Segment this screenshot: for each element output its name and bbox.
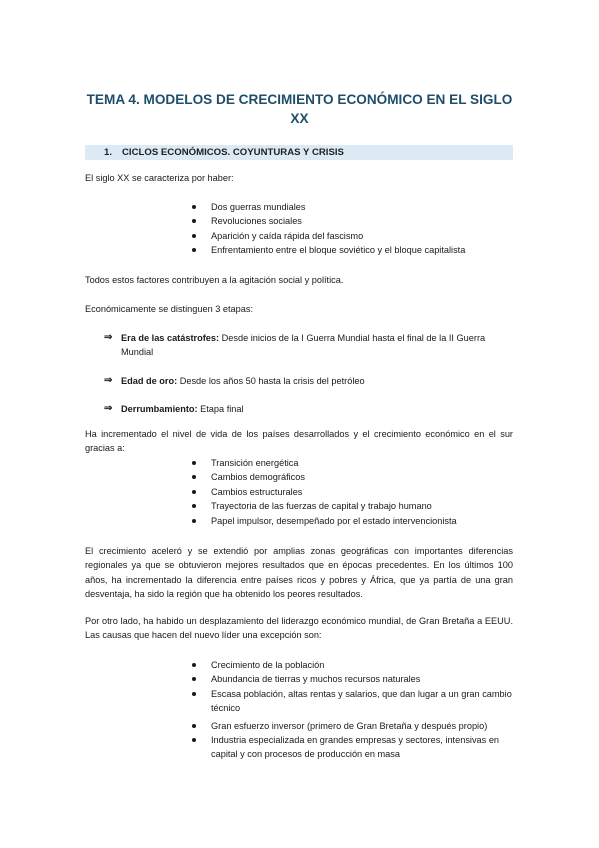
list-item: Gran esfuerzo inversor (primero de Gran Bretaña y después propio) [192,719,517,733]
list-item: Enfrentamiento entre el bloque soviético y el bloque capitalista [192,243,517,257]
bullet-icon [192,519,196,523]
list-item: Crecimiento de la población [192,658,517,672]
list-item: Papel impulsor, desempeñado por el estado intervencionista [192,514,517,528]
bullet-icon [192,677,196,681]
bullet-icon [192,504,196,508]
growth-factors-list [192,456,517,528]
list-item: Cambios estructurales [192,485,517,499]
arrow-icon: ⇒ [104,332,113,343]
bullet-icon [192,490,196,494]
stage-description: Desde los años 50 hasta la crisis del petróleo [177,376,365,386]
stage-term: Edad de oro: [121,376,178,386]
arrow-icon: ⇒ [104,375,113,386]
list-item: Industria especializada en grandes empresas y sectores, intensivas en capital y con procesos de producción en masa [192,733,517,762]
bullet-icon [192,738,196,742]
bullet-icon [192,475,196,479]
stage-term: Era de las catástrofes: [121,333,220,343]
leader-causes-list [192,658,517,762]
growth-paragraph: El crecimiento aceleró y se extendió por amplias zonas geográficas con importantes diferencias regionales ya que se obtuvieron mejores resultados que en épocas precedentes. En los últimos 100 años, ha incrementado la diferencia entre países ricos y pobres y África, que ya partía de una gran desventaja, ha sido la región que ha obtenido los peores resultados. [85,546,513,600]
bullet-icon [192,234,196,238]
list-item: Trayectoria de las fuerzas de capital y trabajo humano [192,499,517,513]
list-item: Transición energética [192,456,517,470]
bullet-icon [192,248,196,252]
list-item: Dos guerras mundiales [192,200,517,214]
features-list [192,200,517,258]
stage-description: Desde inicios de la I Guerra Mundial hasta el final de la II Guerra Mundial [121,333,486,358]
page-title: TEMA 4. MODELOS DE CRECIMIENTO ECONÓMICO EN EL SIGLO XX [86,92,513,126]
bullet-icon [192,692,196,696]
intro-paragraph: El siglo XX se caracteriza por haber: [85,173,234,183]
factors-paragraph: Todos estos factores contribuyen a la agitación social y política. [85,275,344,285]
list-item: Abundancia de tierras y muchos recursos naturales [192,672,517,686]
list-item: Revoluciones sociales [192,214,517,228]
bullet-icon [192,205,196,209]
bullet-icon [192,724,196,728]
section-number: 1. [104,147,113,158]
section-heading [85,145,513,160]
stages-paragraph: Económicamente se distinguen 3 etapas: [85,304,254,314]
bullet-icon [192,663,196,667]
stage-term: Derrumbamiento: [121,404,198,414]
leadership-paragraph: Por otro lado, ha habido un desplazamiento del liderazgo económico mundial, de Gran Bretaña a EEUU. Las causas que hacen del nuevo líder una excepción son: [85,616,513,641]
list-item: Aparición y caída rápida del fascismo [192,229,517,243]
list-item: Escasa población, altas rentas y salarios, que dan lugar a un gran cambio técnico [192,687,517,716]
living-standards-paragraph: Ha incrementado el nivel de vida de los países desarrollados y el crecimiento económico en el sur gracias a: [85,429,513,454]
bullet-icon [192,219,196,223]
stage-description: Etapa final [197,404,244,414]
section-title: CICLOS ECONÓMICOS. COYUNTURAS Y CRISIS [122,147,344,158]
bullet-icon [192,461,196,465]
arrow-icon: ⇒ [104,403,113,414]
list-item: Cambios demográficos [192,470,517,484]
